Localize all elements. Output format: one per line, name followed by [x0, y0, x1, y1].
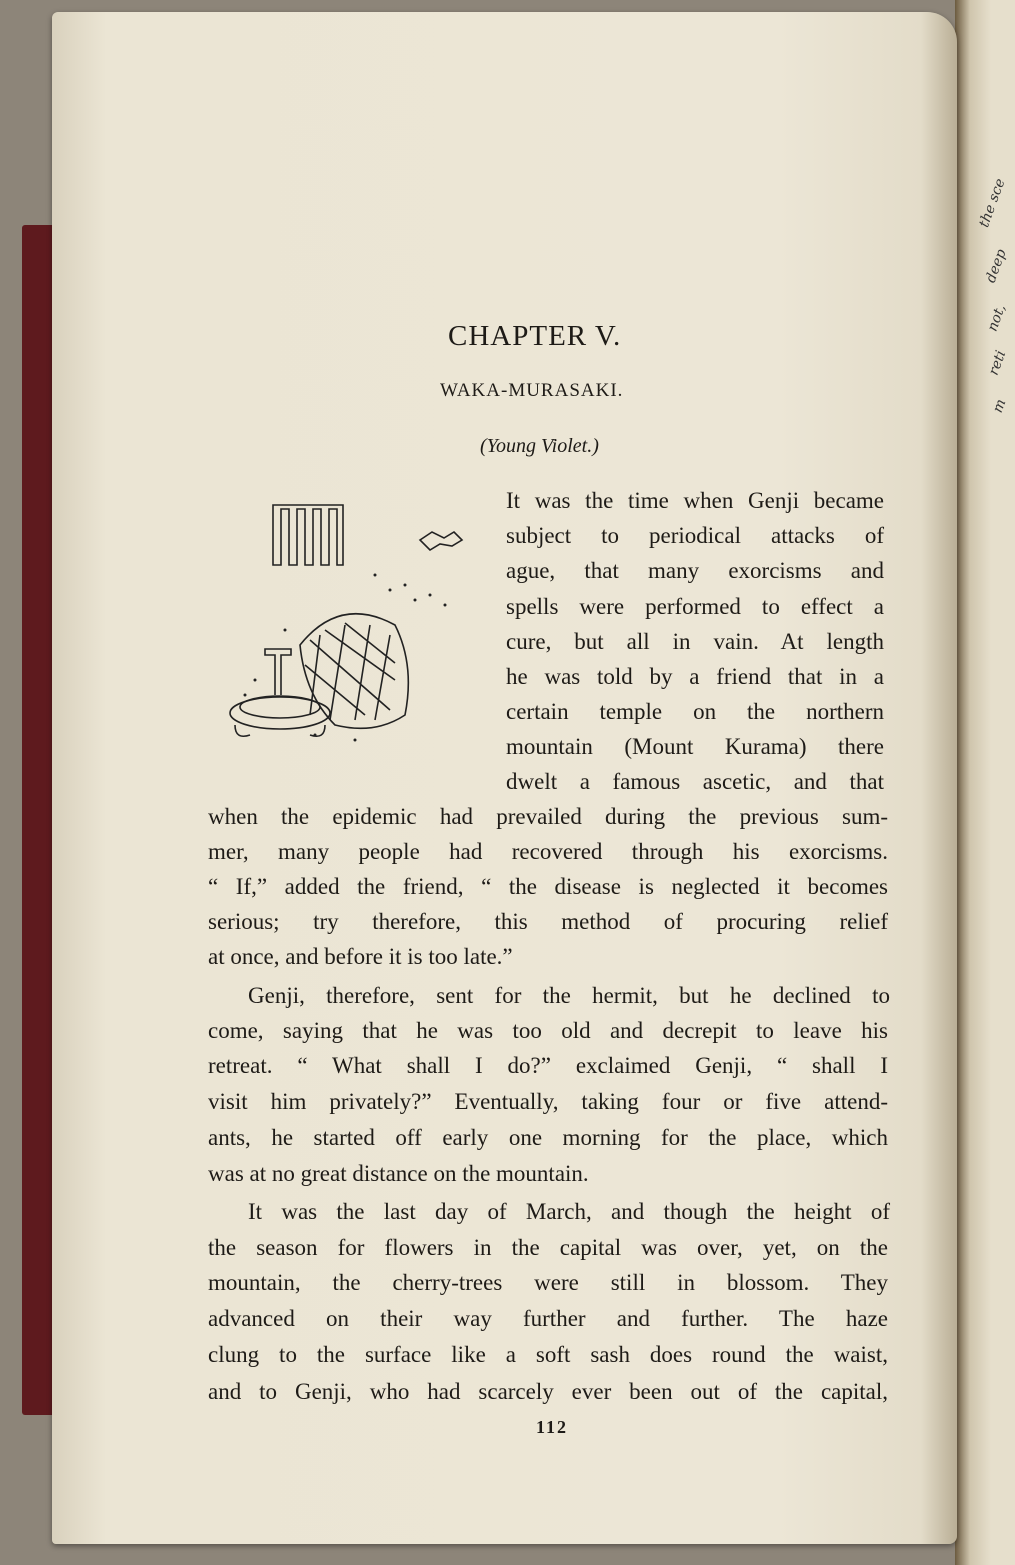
body-text-line: ants, he started off early one morning for the place, which: [208, 1125, 888, 1150]
body-text-line: retreat. “ What shall I do?” exclaimed Genji, “ shall I: [208, 1053, 888, 1078]
body-text-line: It was the time when Genji became: [506, 488, 884, 513]
body-text-line: the season for flowers in the capital was over, yet, on the: [208, 1235, 888, 1260]
facing-text: not,: [984, 302, 1009, 334]
body-text-line: was at no great distance on the mountain.: [208, 1161, 589, 1186]
body-text-line: Genji, therefore, sent for the hermit, but he declined to: [248, 983, 890, 1008]
facing-page: [955, 0, 1015, 1565]
chapter-subtitle: WAKA-MURASAKI.: [440, 380, 624, 401]
body-text-line: come, saying that he was too old and decrepit to leave his: [208, 1018, 888, 1043]
facing-text: the sce: [976, 176, 1009, 230]
page-number: 112: [536, 1417, 569, 1437]
body-text-line: visit him privately?” Eventually, taking four or five attend-: [208, 1089, 888, 1114]
body-text-line: advanced on their way further and further. The haze: [208, 1306, 888, 1331]
body-text-line: mer, many people had recovered through his exorcisms.: [208, 839, 888, 864]
body-text-line: serious; try therefore, this method of procuring relief: [208, 909, 888, 934]
facing-text: reti: [985, 348, 1010, 378]
body-text-line: spells were performed to effect a: [506, 594, 884, 619]
body-text-line: ague, that many exorcisms and: [506, 558, 884, 583]
facing-text: m: [989, 397, 1010, 415]
chapter-illustration: [225, 495, 485, 755]
body-text-line: he was told by a friend that in a: [506, 664, 884, 689]
facing-text: deep: [982, 247, 1010, 285]
chapter-translation: (Young Violet.): [480, 435, 599, 457]
body-text-line: clung to the surface like a soft sash does round the waist,: [208, 1342, 888, 1367]
body-text-line: dwelt a famous ascetic, and that: [506, 769, 884, 794]
body-text-line: subject to periodical attacks of: [506, 523, 884, 548]
body-text-line: mountain, the cherry-trees were still in blossom. They: [208, 1270, 888, 1295]
body-text-line: mountain (Mount Kurama) there: [506, 734, 884, 759]
body-text-line: “ If,” added the friend, “ the disease is neglected it becomes: [208, 874, 888, 899]
body-text-line: certain temple on the northern: [506, 699, 884, 724]
body-text-line: at once, and before it is too late.”: [208, 944, 513, 969]
body-text-line: It was the last day of March, and though the height of: [248, 1199, 890, 1224]
body-text-line: and to Genji, who had scarcely ever been out of the capital,: [208, 1379, 888, 1404]
body-text-line: when the epidemic had prevailed during the previous sum-: [208, 804, 888, 829]
chapter-title: CHAPTER V.: [448, 320, 622, 352]
body-text-line: cure, but all in vain. At length: [506, 629, 884, 654]
